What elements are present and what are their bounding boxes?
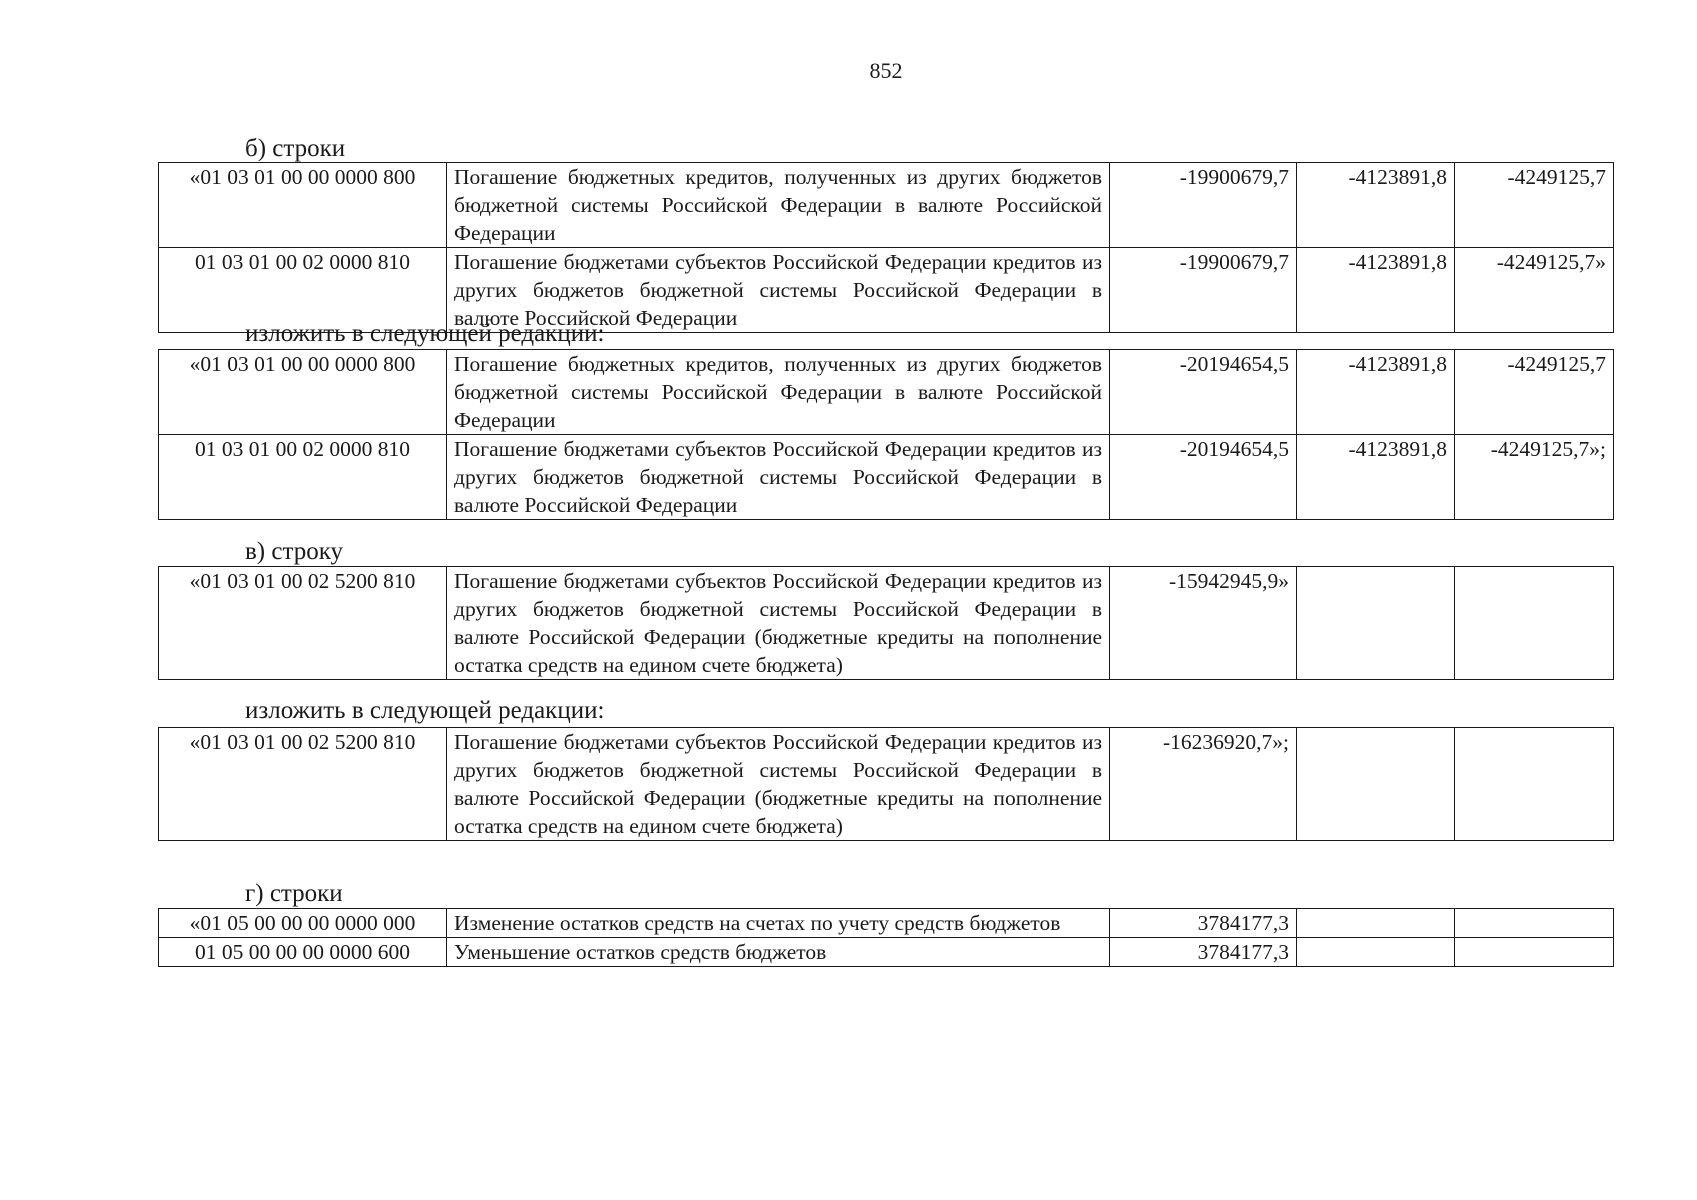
table-row bbox=[159, 909, 1614, 938]
section-b-caption: б) строки bbox=[245, 135, 346, 162]
value-3: -4249125,7»; bbox=[1455, 435, 1614, 520]
table-row bbox=[159, 435, 1614, 520]
budget-code: «01 05 00 00 00 0000 000 bbox=[159, 909, 447, 938]
item-name: Погашение бюджетами субъектов Российской Федерации кредитов из других бюджетов бюджетной системы Российской Федерации в валюте Российской Федерации (бюджетные кредиты на пополнение остатка средств на едином счете бюджета) bbox=[447, 728, 1110, 841]
budget-code: «01 03 01 00 02 5200 810 bbox=[159, 567, 447, 680]
value-1: -16236920,7»; bbox=[1110, 728, 1297, 841]
value-3: -4249125,7» bbox=[1455, 248, 1614, 333]
item-name: Погашение бюджетами субъектов Российской Федерации кредитов из других бюджетов бюджетной системы Российской Федерации в валюте Российской Федерации bbox=[447, 435, 1110, 520]
item-name: Погашение бюджетных кредитов, полученных из других бюджетов бюджетной системы Российской Федерации в валюте Российской Федерации bbox=[447, 163, 1110, 248]
budget-code: «01 03 01 00 00 0000 800 bbox=[159, 163, 447, 248]
section-b-replace-caption: изложить в следующей редакции: bbox=[245, 320, 605, 347]
value-2: -4123891,8 bbox=[1297, 350, 1455, 435]
value-1: -20194654,5 bbox=[1110, 435, 1297, 520]
section-g-table bbox=[158, 908, 1614, 967]
value-3: -4249125,7 bbox=[1455, 350, 1614, 435]
value-1: -15942945,9» bbox=[1110, 567, 1297, 680]
value-2: -4123891,8 bbox=[1297, 248, 1455, 333]
table-row bbox=[159, 350, 1614, 435]
budget-code: «01 03 01 00 02 5200 810 bbox=[159, 728, 447, 841]
section-b-old-table bbox=[158, 162, 1614, 333]
value-1: 3784177,3 bbox=[1110, 938, 1297, 967]
section-v-replace-caption: изложить в следующей редакции: bbox=[245, 697, 605, 724]
budget-code: 01 05 00 00 00 0000 600 bbox=[159, 938, 447, 967]
table-row bbox=[159, 938, 1614, 967]
budget-code: 01 03 01 00 02 0000 810 bbox=[159, 248, 447, 333]
item-name: Уменьшение остатков средств бюджетов bbox=[447, 938, 1110, 967]
item-name: Погашение бюджетами субъектов Российской Федерации кредитов из других бюджетов бюджетной системы Российской Федерации в валюте Российской Федерации (бюджетные кредиты на пополнение остатка средств на едином счете бюджета) bbox=[447, 567, 1110, 680]
value-2 bbox=[1297, 909, 1455, 938]
item-name: Изменение остатков средств на счетах по учету средств бюджетов bbox=[447, 909, 1110, 938]
value-3 bbox=[1455, 728, 1614, 841]
table-row bbox=[159, 163, 1614, 248]
value-3: -4249125,7 bbox=[1455, 163, 1614, 248]
value-3 bbox=[1455, 567, 1614, 680]
value-1: -19900679,7 bbox=[1110, 248, 1297, 333]
table-row bbox=[159, 567, 1614, 680]
section-v-caption: в) строку bbox=[245, 538, 343, 565]
page-number: 852 bbox=[869, 58, 903, 83]
value-1: -20194654,5 bbox=[1110, 350, 1297, 435]
value-2: -4123891,8 bbox=[1297, 435, 1455, 520]
value-2: -4123891,8 bbox=[1297, 163, 1455, 248]
budget-code: «01 03 01 00 00 0000 800 bbox=[159, 350, 447, 435]
section-v-new-table bbox=[158, 727, 1614, 841]
section-v-old-table bbox=[158, 566, 1614, 680]
table-row bbox=[159, 728, 1614, 841]
value-1: 3784177,3 bbox=[1110, 909, 1297, 938]
value-3 bbox=[1455, 938, 1614, 967]
value-1: -19900679,7 bbox=[1110, 163, 1297, 248]
value-2 bbox=[1297, 567, 1455, 680]
budget-code: 01 03 01 00 02 0000 810 bbox=[159, 435, 447, 520]
item-name: Погашение бюджетных кредитов, полученных из других бюджетов бюджетной системы Российской Федерации в валюте Российской Федерации bbox=[447, 350, 1110, 435]
item-name: Погашение бюджетами субъектов Российской Федерации кредитов из других бюджетов бюджетной системы Российской Федерации в валюте Российской Федерации bbox=[447, 248, 1110, 333]
section-g-caption: г) строки bbox=[245, 880, 343, 907]
value-3 bbox=[1455, 909, 1614, 938]
section-b-new-table bbox=[158, 349, 1614, 520]
value-2 bbox=[1297, 728, 1455, 841]
value-2 bbox=[1297, 938, 1455, 967]
